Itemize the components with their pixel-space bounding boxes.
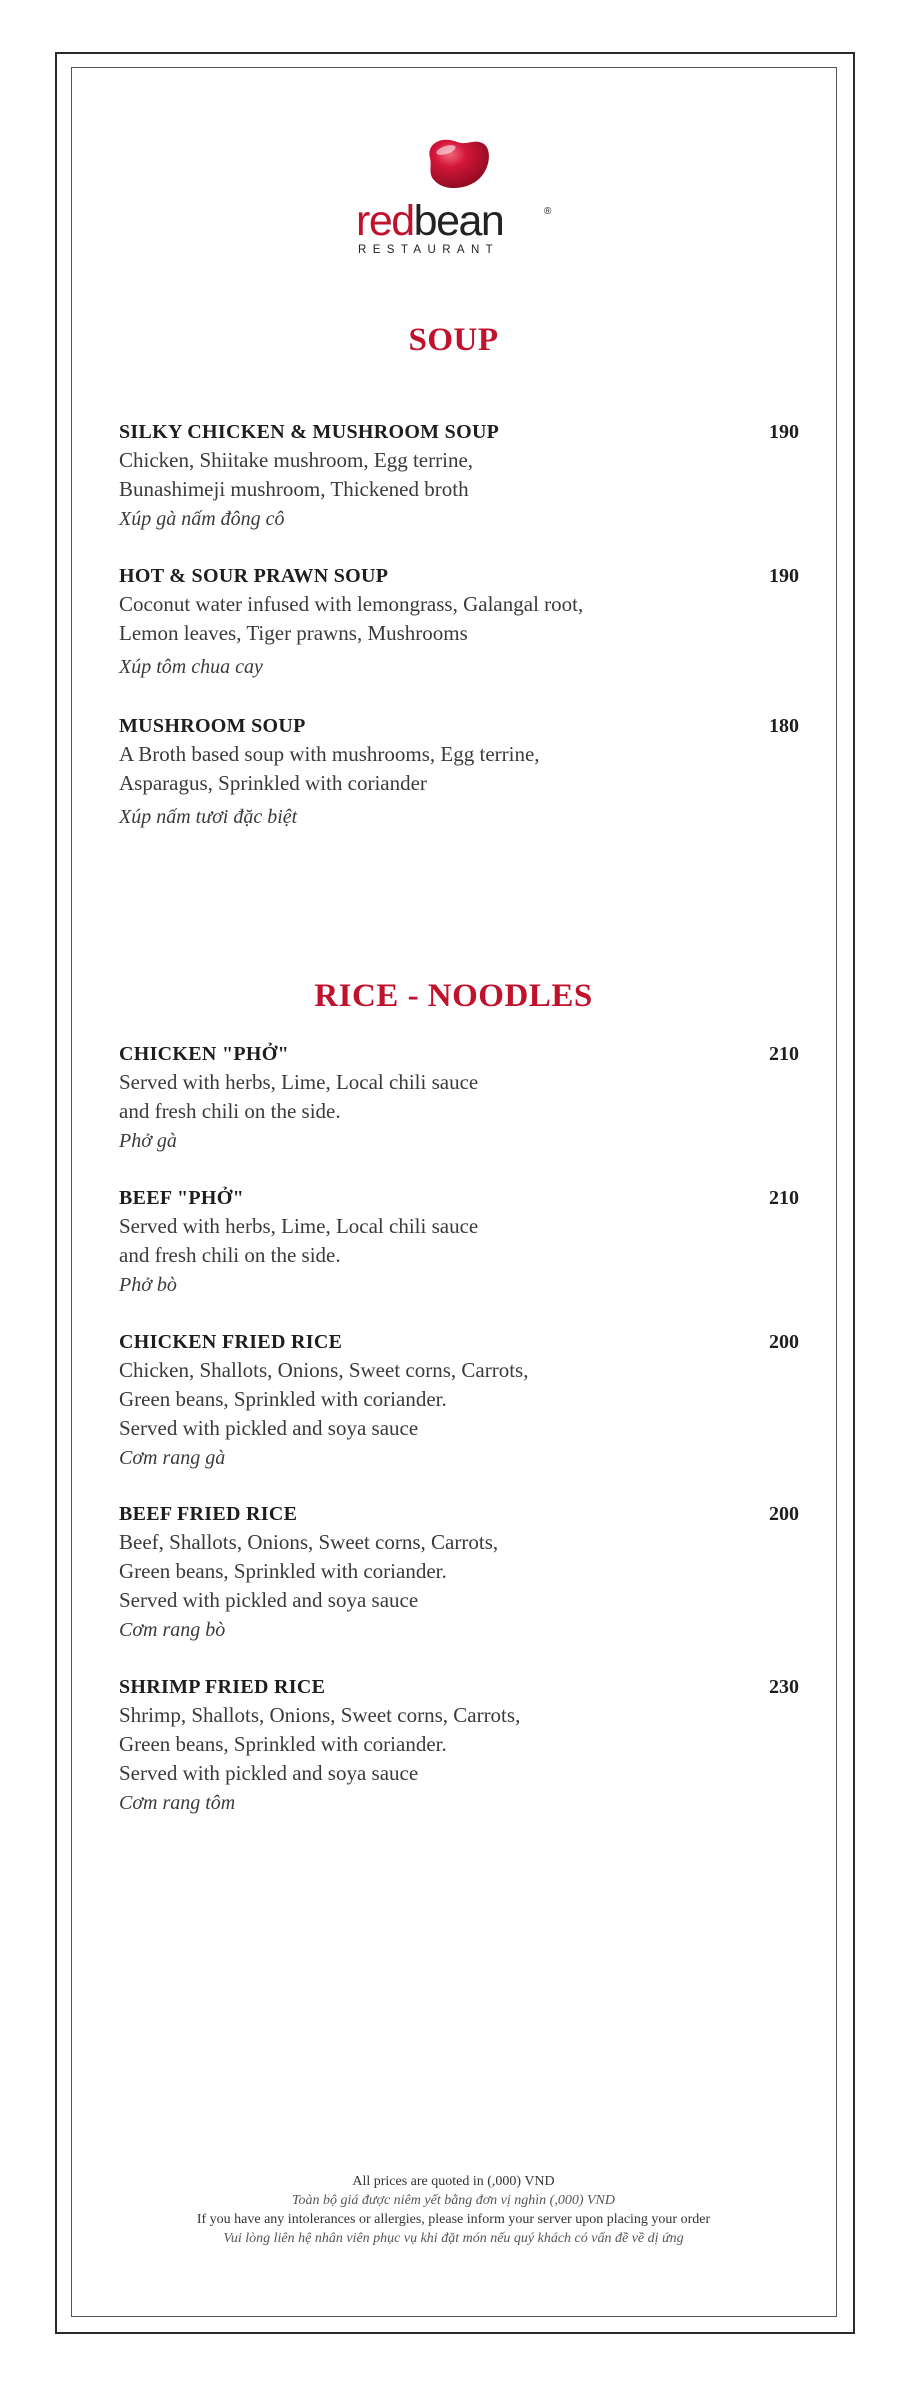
item-vietnamese-name: Xúp nấm tươi đặc biệt [119,806,298,828]
item-price: 190 [769,565,799,587]
item-description: Chicken, Shiitake mushroom, Egg terrine, Bunashimeji mushroom, Thickened broth [119,448,474,501]
price-note-vietnamese: Toàn bộ giá được niêm yết bằng đơn vị nghìn (,000) VND [291,2193,616,2208]
item-name: SILKY CHICKEN & MUSHROOM SOUP [119,421,500,443]
item-description: Served with herbs, Lime, Local chili sauce and fresh chili on the side. [119,1214,479,1267]
item-price: 210 [769,1187,799,1209]
item-description: Served with herbs, Lime, Local chili sauce and fresh chili on the side. [119,1070,479,1123]
item-name: BEEF "PHỞ" [119,1187,245,1209]
logo-wordmark: redbean [356,197,504,245]
item-name: SHRIMP FRIED RICE [119,1676,326,1698]
section-title-soup: SOUP [408,322,499,358]
item-price: 190 [769,421,799,443]
menu-item [119,712,799,832]
item-vietnamese-name: Xúp gà nấm đông cô [119,508,285,530]
item-price: 200 [769,1503,799,1525]
logo-subtitle: RESTAURANT [358,244,500,256]
item-vietnamese-name: Phở bò [119,1274,177,1296]
item-description: A Broth based soup with mushrooms, Egg terrine, Asparagus, Sprinkled with coriander [119,742,540,795]
item-vietnamese-name: Xúp tôm chua cay [119,656,263,678]
item-description: Chicken, Shallots, Onions, Sweet corns, Carrots, Green beans, Sprinkled with coriander. Served with pickled and soya sauce [119,1358,529,1440]
price-note: All prices are quoted in (,000) VND [352,2174,555,2189]
bean-logo-icon [422,134,492,192]
registered-mark: ® [544,206,552,217]
item-description: Beef, Shallots, Onions, Sweet corns, Carrots, Green beans, Sprinkled with coriander. Served with pickled and soya sauce [119,1530,499,1612]
menu-item [119,1184,799,1300]
item-vietnamese-name: Cơm rang gà [119,1447,226,1469]
allergy-note: If you have any intolerances or allergies, please inform your server upon placing your order [196,2212,711,2227]
item-name: CHICKEN "PHỞ" [119,1043,290,1065]
item-price: 180 [769,715,799,737]
item-price: 200 [769,1331,799,1353]
menu-item [119,1500,799,1645]
item-price: 230 [769,1676,799,1698]
item-vietnamese-name: Cơm rang tôm [119,1792,236,1814]
item-name: BEEF FRIED RICE [119,1503,298,1525]
item-description: Shrimp, Shallots, Onions, Sweet corns, Carrots, Green beans, Sprinkled with coriander. Served with pickled and soya sauce [119,1703,521,1785]
item-name: HOT & SOUR PRAWN SOUP [119,565,389,587]
item-price: 210 [769,1043,799,1065]
item-description: Coconut water infused with lemongrass, Galangal root, Lemon leaves, Tiger prawns, Mushrooms [119,592,584,645]
footer-notes [0,2172,907,2248]
menu-item [119,418,799,534]
allergy-note-vietnamese: Vui lòng liên hệ nhân viên phục vụ khi đặt món nếu quý khách có vấn đề về dị ứng [223,2231,684,2246]
item-name: CHICKEN FRIED RICE [119,1331,343,1353]
menu-item [119,562,799,682]
restaurant-logo [356,134,556,259]
item-vietnamese-name: Cơm rang bò [119,1619,226,1641]
section-title-rice-noodles: RICE - NOODLES [314,978,593,1014]
item-name: MUSHROOM SOUP [119,715,306,737]
menu-item [119,1328,799,1473]
menu-item [119,1673,799,1818]
menu-item [119,1040,799,1156]
item-vietnamese-name: Phở gà [119,1130,177,1152]
